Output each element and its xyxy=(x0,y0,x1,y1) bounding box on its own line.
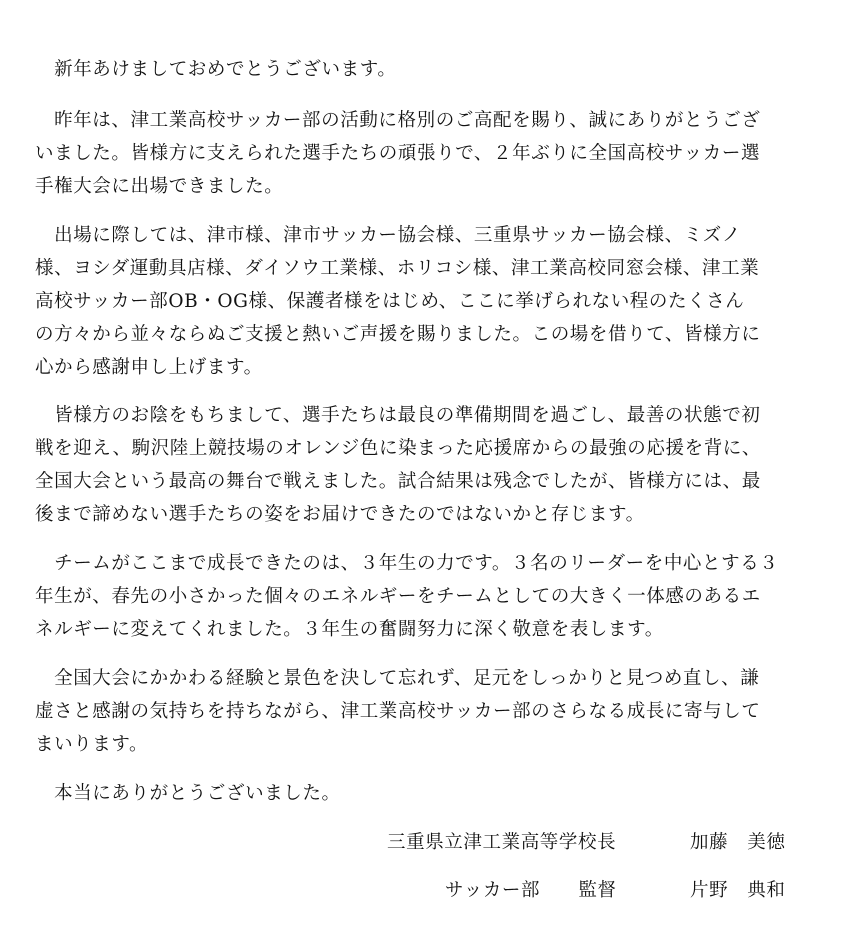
paragraph-6-line-3: まいります。 xyxy=(35,734,149,755)
paragraph-3-line-4: の方々から並々ならぬご支援と熱いご声援を賜りました。この場を借りて、皆様方に xyxy=(35,324,761,345)
paragraph-2-line-1: 昨年は、津工業高校サッカー部の活動に格別のご高配を賜り、誠にありがとうござ xyxy=(35,110,761,131)
paragraph-3-line-2: 様、ヨシダ運動具店様、ダイソウ工業様、ホリコシ様、津工業高校同窓会様、津工業 xyxy=(35,258,760,279)
paragraph-4-line-1: 皆様方のお陰をもちまして、選手たちは最良の準備期間を過ごし、最善の状態で初 xyxy=(35,405,761,426)
signature-2-name: 片野 典和 xyxy=(690,880,786,901)
paragraph-5-line-2: 年生が、春先の小さかった個々のエネルギーをチームとしての大きく一体感のあるエ xyxy=(35,586,761,607)
paragraph-2-line-2: いました。皆様方に支えられた選手たちの頑張りで、２年ぶりに全国高校サッカー選 xyxy=(35,143,761,164)
paragraph-4-line-2: 戦を迎え、駒沢陸上競技場のオレンジ色に染まった応援席からの最強の応援を背に、 xyxy=(35,438,761,459)
signature-2-title: サッカー部 監督 xyxy=(445,880,617,901)
paragraph-5-line-3: ネルギーに変えてくれました。３年生の奮闘努力に深く敬意を表します。 xyxy=(35,619,664,640)
paragraph-7-line-1: 本当にありがとうございました。 xyxy=(35,783,341,804)
paragraph-4-line-3: 全国大会という最高の舞台で戦えました。試合結果は残念でしたが、皆様方には、最 xyxy=(35,471,761,492)
paragraph-3-line-3: 高校サッカー部OB・OG様、保護者様をはじめ、ここに挙げられない程のたくさん xyxy=(35,291,745,312)
paragraph-3-line-1: 出場に際しては、津市様、津市サッカー協会様、三重県サッカー協会様、ミズノ xyxy=(35,225,741,246)
paragraph-4-line-4: 後まで諦めない選手たちの姿をお届けできたのではないかと存じます。 xyxy=(35,504,645,525)
signature-1-title: 三重県立津工業高等学校長 xyxy=(387,832,617,853)
signature-1-name: 加藤 美徳 xyxy=(690,832,786,853)
paragraph-6-line-1: 全国大会にかかわる経験と景色を決して忘れず、足元をしっかりと見つめ直し、謙 xyxy=(35,668,760,689)
paragraph-3-line-5: 心から感謝申し上げます。 xyxy=(35,357,263,378)
paragraph-2-line-3: 手権大会に出場できました。 xyxy=(35,176,284,197)
paragraph-1-line-1: 新年あけましておめでとうございます。 xyxy=(35,59,397,80)
paragraph-6-line-2: 虚さと感謝の気持ちを持ちながら、津工業高校サッカー部のさらなる成長に寄与して xyxy=(35,701,761,722)
paragraph-5-line-1: チームがここまで成長できたのは、３年生の力です。３名のリーダーを中心とする３ xyxy=(35,553,779,574)
